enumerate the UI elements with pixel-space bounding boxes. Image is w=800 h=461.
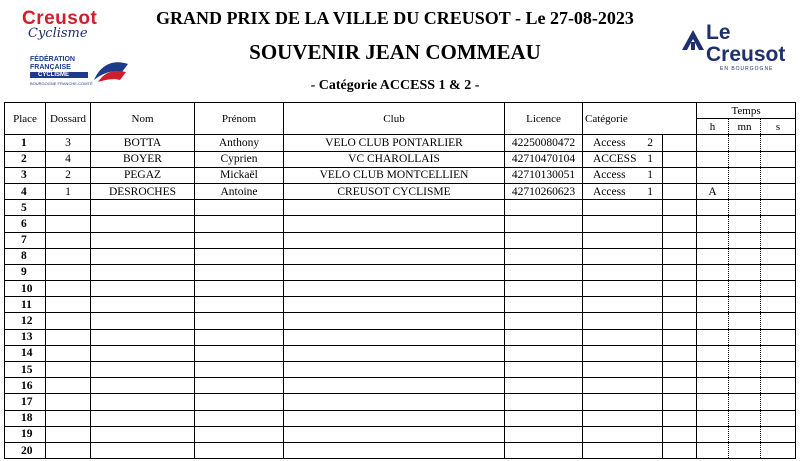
cell-nom [91, 362, 195, 378]
cell-nom [91, 216, 195, 232]
cell-dossard: 1 [46, 183, 91, 199]
cell-categorie [583, 378, 663, 394]
results-table [4, 102, 796, 459]
cell-dossard [46, 394, 91, 410]
cell-spacer [663, 362, 697, 378]
cell-nom [91, 248, 195, 264]
cell-place: 11 [5, 297, 46, 313]
cell-licence [505, 248, 583, 264]
table-row [5, 151, 796, 167]
cell-time-h [697, 329, 729, 345]
cell-categorie [583, 329, 663, 345]
cell-nom: DESROCHES [91, 183, 195, 199]
cell-categorie [583, 248, 663, 264]
cell-time-h [697, 345, 729, 361]
cell-nom [91, 264, 195, 280]
cell-spacer [663, 378, 697, 394]
cell-time-s [761, 135, 796, 151]
col-header-licence: Licence [505, 103, 583, 135]
cell-club [284, 362, 505, 378]
cell-licence [505, 345, 583, 361]
col-header-place: Place [5, 103, 46, 135]
col-header-mn: mn [729, 119, 761, 135]
cell-time-s [761, 394, 796, 410]
cell-licence [505, 378, 583, 394]
cell-spacer [663, 151, 697, 167]
cell-time-h [697, 264, 729, 280]
cell-time-h [697, 297, 729, 313]
logo-brand-text: Creusot [22, 8, 98, 29]
cell-club [284, 297, 505, 313]
categorie-level: 1 [647, 185, 653, 198]
cell-time-s [761, 329, 796, 345]
cell-spacer [663, 313, 697, 329]
cell-time-s [761, 248, 796, 264]
cell-dossard [46, 345, 91, 361]
ffc-cyclisme-bar [30, 72, 88, 78]
cell-club [284, 248, 505, 264]
ffc-region-text: BOURGOGNE FRANCHE-COMTÉ [30, 81, 93, 86]
le-creusot-emblem-icon [680, 28, 706, 52]
cell-categorie [583, 297, 663, 313]
categorie-level: 1 [647, 169, 653, 182]
cell-time-h [697, 135, 729, 151]
cell-place: 15 [5, 362, 46, 378]
cell-dossard [46, 264, 91, 280]
cell-spacer [663, 410, 697, 426]
cell-time-mn [729, 183, 761, 199]
table-row [5, 362, 796, 378]
cell-dossard [46, 329, 91, 345]
cell-spacer [663, 135, 697, 151]
col-header-s: s [761, 119, 796, 135]
table-row [5, 264, 796, 280]
ffc-text-2: FRANÇAISE [30, 64, 71, 71]
cell-spacer [663, 281, 697, 297]
le-creusot-text: Le Creusot [706, 21, 786, 66]
cell-time-h [697, 394, 729, 410]
ffc-flag-icon [92, 58, 130, 84]
cell-time-s [761, 281, 796, 297]
page-subtitle: SOUVENIR JEAN COMMEAU [249, 40, 541, 64]
col-header-club: Club [284, 103, 505, 135]
cell-dossard [46, 216, 91, 232]
cell-time-h [697, 216, 729, 232]
col-header-dossard: Dossard [46, 103, 91, 135]
cell-prenom [195, 426, 284, 442]
cell-dossard [46, 378, 91, 394]
col-header-temps: Temps [697, 103, 796, 119]
cell-place: 9 [5, 264, 46, 280]
cell-prenom [195, 394, 284, 410]
cell-time-mn [729, 345, 761, 361]
categorie-label: ACCESS [593, 153, 637, 166]
le-creusot-subtext: EN BOURGOGNE [720, 66, 774, 72]
cell-time-mn [729, 329, 761, 345]
cell-prenom [195, 442, 284, 458]
cell-time-s [761, 264, 796, 280]
cell-time-mn [729, 167, 761, 183]
cell-prenom: Anthony [195, 135, 284, 151]
cell-licence [505, 362, 583, 378]
cell-place: 14 [5, 345, 46, 361]
cell-club: CREUSOT CYCLISME [284, 183, 505, 199]
cell-prenom [195, 410, 284, 426]
categorie-level: 1 [647, 153, 653, 166]
cell-nom [91, 200, 195, 216]
cell-place: 4 [5, 183, 46, 199]
category-line: - Catégorie ACCESS 1 & 2 - [310, 78, 480, 93]
cell-time-h [697, 410, 729, 426]
cell-time-h [697, 313, 729, 329]
cell-club [284, 442, 505, 458]
cell-time-mn [729, 200, 761, 216]
cell-nom [91, 442, 195, 458]
cell-place: 13 [5, 329, 46, 345]
cell-time-mn [729, 410, 761, 426]
cell-prenom [195, 362, 284, 378]
cell-time-s [761, 426, 796, 442]
cell-nom: BOTTA [91, 135, 195, 151]
cell-time-s [761, 200, 796, 216]
cell-dossard: 4 [46, 151, 91, 167]
table-row [5, 232, 796, 248]
table-row [5, 313, 796, 329]
cell-nom: PEGAZ [91, 167, 195, 183]
cell-club: VC CHAROLLAIS [284, 151, 505, 167]
cell-categorie [583, 313, 663, 329]
cell-time-h [697, 200, 729, 216]
cell-nom [91, 410, 195, 426]
table-row [5, 410, 796, 426]
cell-place: 17 [5, 394, 46, 410]
cell-categorie [583, 442, 663, 458]
table-row [5, 394, 796, 410]
cell-time-s [761, 183, 796, 199]
categorie-label: Access [593, 169, 626, 182]
cell-time-mn [729, 394, 761, 410]
cell-licence [505, 426, 583, 442]
cell-spacer [663, 264, 697, 280]
cell-spacer [663, 167, 697, 183]
cell-dossard [46, 410, 91, 426]
cell-time-s [761, 410, 796, 426]
cell-time-mn [729, 248, 761, 264]
cell-time-h [697, 248, 729, 264]
ffc-logo [30, 56, 130, 90]
cell-prenom [195, 264, 284, 280]
cell-time-mn [729, 151, 761, 167]
cell-spacer [663, 426, 697, 442]
cell-time-h [697, 151, 729, 167]
cell-categorie [583, 183, 663, 199]
cell-club [284, 426, 505, 442]
table-row [5, 216, 796, 232]
cell-prenom [195, 313, 284, 329]
cell-place: 1 [5, 135, 46, 151]
cell-dossard [46, 281, 91, 297]
cell-club [284, 329, 505, 345]
cell-dossard [46, 200, 91, 216]
cell-nom: BOYER [91, 151, 195, 167]
cell-club [284, 410, 505, 426]
cell-prenom [195, 329, 284, 345]
cell-dossard: 3 [46, 135, 91, 151]
cell-licence [505, 264, 583, 280]
logo-brand-subtext: Cyclisme [28, 26, 88, 41]
cell-time-mn [729, 362, 761, 378]
cell-place: 8 [5, 248, 46, 264]
cell-time-s [761, 167, 796, 183]
cell-time-s [761, 151, 796, 167]
cell-time-mn [729, 313, 761, 329]
cell-club [284, 216, 505, 232]
cell-prenom [195, 281, 284, 297]
cell-categorie [583, 410, 663, 426]
cell-licence [505, 200, 583, 216]
cell-categorie [583, 264, 663, 280]
cell-spacer [663, 329, 697, 345]
table-row [5, 135, 796, 151]
page-title: GRAND PRIX DE LA VILLE DU CREUSOT - Le 27-08-2023 [156, 8, 634, 28]
cell-categorie [583, 167, 663, 183]
table-row [5, 167, 796, 183]
cell-categorie [583, 345, 663, 361]
cell-categorie [583, 426, 663, 442]
cell-time-mn [729, 378, 761, 394]
cell-spacer [663, 442, 697, 458]
table-row [5, 442, 796, 458]
le-creusot-logo [680, 21, 786, 72]
cell-nom [91, 394, 195, 410]
cell-club: VELO CLUB MONTCELLIEN [284, 167, 505, 183]
cell-spacer [663, 394, 697, 410]
cell-categorie [583, 200, 663, 216]
cell-place: 10 [5, 281, 46, 297]
cell-prenom [195, 232, 284, 248]
cell-time-h [697, 426, 729, 442]
cell-club [284, 232, 505, 248]
cell-prenom [195, 297, 284, 313]
cell-place: 16 [5, 378, 46, 394]
cell-nom [91, 329, 195, 345]
cell-spacer [663, 183, 697, 199]
cell-spacer [663, 200, 697, 216]
table-row [5, 183, 796, 199]
categorie-level: 2 [647, 136, 653, 149]
table-row [5, 200, 796, 216]
table-row [5, 297, 796, 313]
table-row [5, 378, 796, 394]
cell-nom [91, 232, 195, 248]
cell-time-h [697, 232, 729, 248]
cell-place: 2 [5, 151, 46, 167]
cell-prenom: Cyprien [195, 151, 284, 167]
cell-club [284, 378, 505, 394]
cell-licence [505, 232, 583, 248]
cell-place: 3 [5, 167, 46, 183]
cell-time-s [761, 378, 796, 394]
col-header-categorie: Catégorie [583, 103, 697, 135]
cell-club [284, 281, 505, 297]
cell-club [284, 313, 505, 329]
cell-licence [505, 297, 583, 313]
cell-categorie [583, 281, 663, 297]
cell-prenom: Mickaël [195, 167, 284, 183]
cell-licence [505, 410, 583, 426]
cell-licence: 42710260623 [505, 183, 583, 199]
cell-time-mn [729, 264, 761, 280]
categorie-label: Access [593, 185, 626, 198]
cell-dossard [46, 362, 91, 378]
cell-categorie [583, 216, 663, 232]
cell-prenom: Antoine [195, 183, 284, 199]
cell-club [284, 345, 505, 361]
cell-place: 6 [5, 216, 46, 232]
col-header-prenom: Prénom [195, 103, 284, 135]
cell-nom [91, 297, 195, 313]
cell-club [284, 200, 505, 216]
table-row [5, 329, 796, 345]
cell-nom [91, 281, 195, 297]
cell-licence [505, 329, 583, 345]
cell-time-s [761, 297, 796, 313]
cell-place: 7 [5, 232, 46, 248]
cell-prenom [195, 345, 284, 361]
cell-club [284, 264, 505, 280]
cell-nom [91, 313, 195, 329]
cell-licence: 42710470104 [505, 151, 583, 167]
cell-place: 12 [5, 313, 46, 329]
col-header-nom: Nom [91, 103, 195, 135]
cell-time-s [761, 345, 796, 361]
cell-time-h [697, 378, 729, 394]
cell-time-mn [729, 216, 761, 232]
cell-club [284, 394, 505, 410]
cell-categorie [583, 151, 663, 167]
cell-spacer [663, 297, 697, 313]
cell-categorie [583, 232, 663, 248]
cell-prenom [195, 248, 284, 264]
ffc-text-1: FÉDÉRATION [30, 56, 75, 63]
cell-licence: 42250080472 [505, 135, 583, 151]
cell-licence [505, 216, 583, 232]
categorie-label: Access [593, 136, 626, 149]
cell-time-s [761, 362, 796, 378]
cell-categorie [583, 135, 663, 151]
cell-dossard [46, 313, 91, 329]
cell-club: VELO CLUB PONTARLIER [284, 135, 505, 151]
cell-dossard [46, 442, 91, 458]
cell-categorie [583, 362, 663, 378]
cell-place: 20 [5, 442, 46, 458]
cell-prenom [195, 216, 284, 232]
document-header [0, 0, 800, 100]
cell-dossard: 2 [46, 167, 91, 183]
cell-nom [91, 426, 195, 442]
cell-time-mn [729, 281, 761, 297]
cell-time-h [697, 281, 729, 297]
table-row [5, 248, 796, 264]
cell-dossard [46, 426, 91, 442]
cell-time-h [697, 167, 729, 183]
cell-licence [505, 313, 583, 329]
cell-licence [505, 281, 583, 297]
cell-time-s [761, 442, 796, 458]
cell-time-h [697, 442, 729, 458]
cell-time-mn [729, 135, 761, 151]
ffc-text-3: CYCLISME [38, 72, 70, 78]
col-header-h: h [697, 119, 729, 135]
cell-place: 19 [5, 426, 46, 442]
cell-time-mn [729, 426, 761, 442]
cell-prenom [195, 378, 284, 394]
cell-categorie [583, 394, 663, 410]
cell-spacer [663, 216, 697, 232]
cell-place: 5 [5, 200, 46, 216]
creusot-cyclisme-logo [22, 10, 132, 92]
cell-time-mn [729, 442, 761, 458]
cell-time-h [697, 362, 729, 378]
cell-spacer [663, 345, 697, 361]
cell-dossard [46, 297, 91, 313]
cell-spacer [663, 248, 697, 264]
cell-prenom [195, 200, 284, 216]
table-row [5, 345, 796, 361]
cell-licence [505, 394, 583, 410]
cell-licence: 42710130051 [505, 167, 583, 183]
cell-dossard [46, 248, 91, 264]
cell-time-s [761, 313, 796, 329]
table-row [5, 426, 796, 442]
cell-time-s [761, 232, 796, 248]
cell-time-mn [729, 232, 761, 248]
cell-time-s [761, 216, 796, 232]
cell-time-mn [729, 297, 761, 313]
cell-nom [91, 378, 195, 394]
cell-nom [91, 345, 195, 361]
cell-time-h: A [697, 183, 729, 199]
table-row [5, 281, 796, 297]
cell-licence [505, 442, 583, 458]
cell-dossard [46, 232, 91, 248]
cell-spacer [663, 232, 697, 248]
cell-place: 18 [5, 410, 46, 426]
